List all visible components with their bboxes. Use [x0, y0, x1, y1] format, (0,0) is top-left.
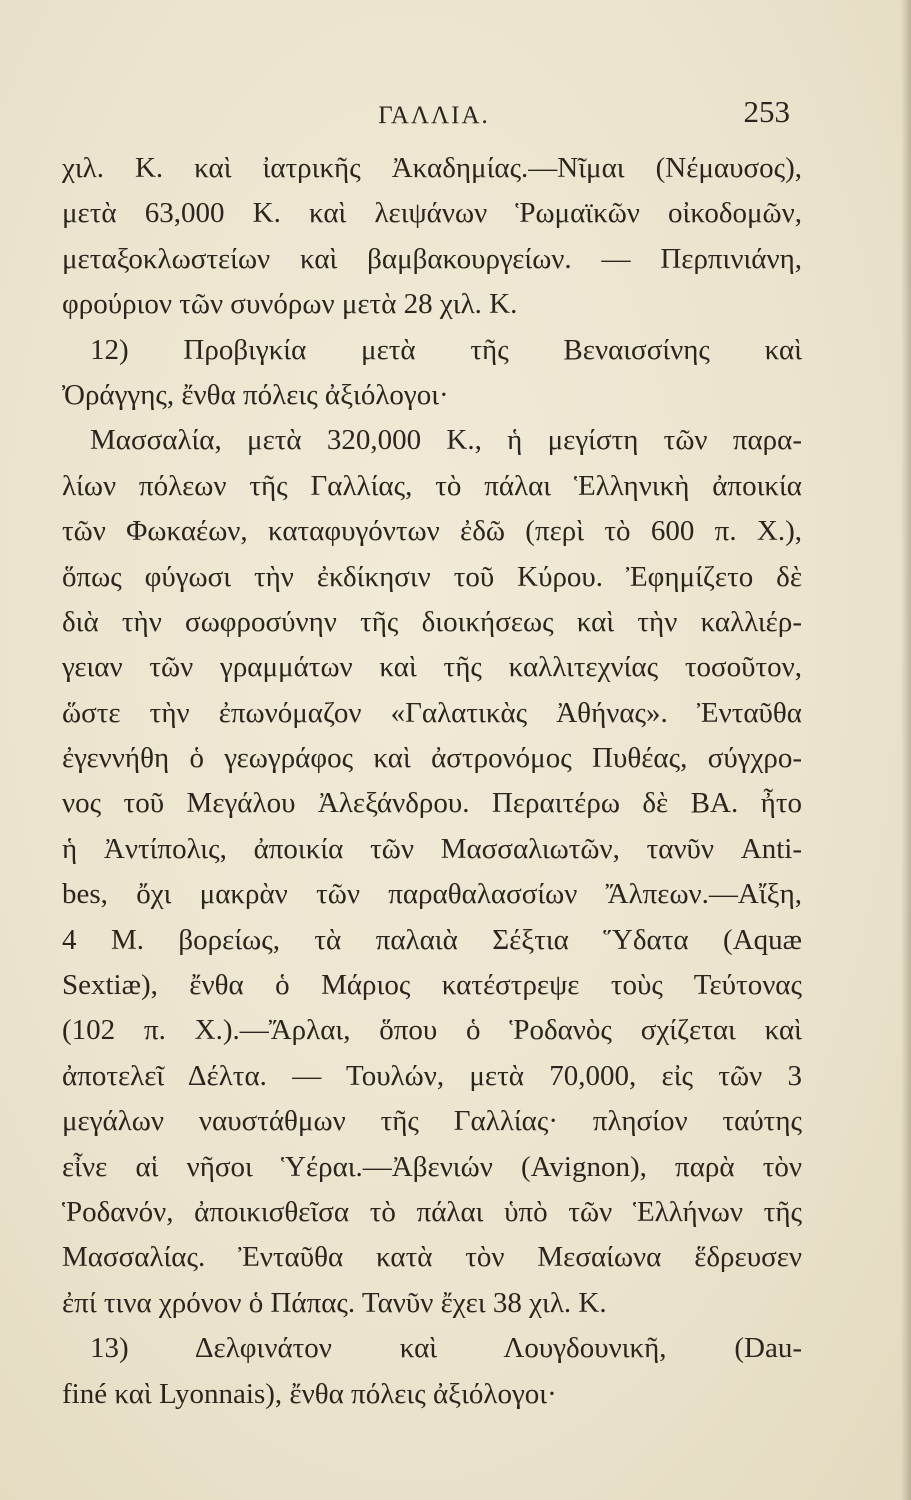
text-line-9: τῶν Φωκαέων, καταφυγόντων ἐδῶ (περὶ τὸ 600 π. Χ.),	[62, 515, 802, 548]
page-number: 253	[743, 94, 790, 129]
text-line-2: μετὰ 63,000 Κ. καὶ λειψάνων Ῥωμαϊκῶν οἰκοδομῶν,	[62, 197, 802, 230]
body-text	[62, 146, 802, 1417]
text-line-23: εἶνε αἱ νῆσοι Ὑέραι.—Ἀβενιών (Avignon), παρὰ τὸν	[62, 1150, 802, 1183]
text-line-25: Μασσαλίας. Ἐνταῦθα κατὰ τὸν Μεσαίωνα ἕδρευσεν	[62, 1241, 802, 1274]
text-line-5: 12) Προβιγκία μετὰ τῆς Βεναισσίνης καὶ	[90, 333, 802, 366]
text-line-7: Μασσαλία, μετὰ 320,000 Κ., ἡ μεγίστη τῶν παρα-	[90, 424, 802, 457]
text-line-13: ὥστε τὴν ἐπωνόμαζον «Γαλατικὰς Ἀθήνας». Ἐνταῦθα	[62, 696, 802, 729]
text-line-6: Ὀράγγης, ἔνθα πόλεις ἀξιόλογοι·	[62, 378, 449, 411]
text-line-12: γειαν τῶν γραμμάτων καὶ τῆς καλλιτεχνίας τοσοῦτον,	[62, 651, 802, 684]
text-line-17: bes, ὄχι μακρὰν τῶν παραθαλασσίων Ἄλπεων.—Αἴξη,	[62, 878, 802, 911]
text-line-27: 13) Δελφινάτον καὶ Λουγδουνικῆ, (Dau-	[90, 1332, 802, 1365]
text-line-16: ἡ Ἀντίπολις, ἀποικία τῶν Μασσαλιωτῶν, τανῦν Anti-	[62, 832, 802, 865]
page-edge-shadow	[901, 0, 911, 1500]
text-line-19: Sextiæ), ἔνθα ὁ Μάριος κατέστρεψε τοὺς Τεύτονας	[62, 969, 802, 1002]
text-line-18: 4 Μ. βορείως, τὰ παλαιὰ Σέξτια Ὕδατα (Aquæ	[62, 923, 802, 956]
text-line-14: ἐγεννήθη ὁ γεωγράφος καὶ ἀστρονόμος Πυθέας, σύγχρο-	[62, 742, 802, 775]
text-line-11: διὰ τὴν σωφροσύνην τῆς διοικήσεως καὶ τὴν καλλιέρ-	[62, 605, 802, 638]
running-title: ΓΑΛΛΙΑ.	[378, 102, 490, 129]
text-line-1: χιλ. Κ. καὶ ἰατρικῆς Ἀκαδημίας.—Νῖμαι (Νέμαυσος),	[62, 152, 802, 184]
text-line-4: φρούριον τῶν συνόρων μετὰ 28 χιλ. Κ.	[62, 288, 518, 321]
text-line-3: μεταξοκλωστείων καὶ βαμβακουργείων. — Περπινιάνη,	[62, 242, 802, 275]
page-header	[70, 94, 798, 134]
text-line-22: μεγάλων ναυστάθμων τῆς Γαλλίας· πλησίον ταύτης	[62, 1105, 802, 1138]
text-line-26: ἐπί τινα χρόνον ὁ Πάπας. Τανῦν ἔχει 38 χιλ. Κ.	[62, 1286, 607, 1319]
text-line-8: λίων πόλεων τῆς Γαλλίας, τὸ πάλαι Ἑλληνικὴ ἀποικία	[62, 469, 802, 502]
text-line-21: ἀποτελεῖ Δέλτα. — Τουλών, μετὰ 70,000, εἰς τῶν 3	[62, 1059, 802, 1092]
text-line-15: νος τοῦ Μεγάλου Ἀλεξάνδρου. Περαιτέρω δὲ ΒΑ. ἦτο	[62, 787, 802, 820]
text-line-10: ὅπως φύγωσι τὴν ἐκδίκησιν τοῦ Κύρου. Ἐφημίζετο δὲ	[62, 560, 802, 593]
text-line-20: (102 π. Χ.).—Ἄρλαι, ὅπου ὁ Ῥοδανὸς σχίζεται καὶ	[62, 1014, 802, 1047]
text-line-24: Ῥοδανόν, ἀποικισθεῖσα τὸ πάλαι ὑπὸ τῶν Ἑλλήνων τῆς	[62, 1195, 802, 1228]
text-line-28: finé καὶ Lyonnais), ἔνθα πόλεις ἀξιόλογοι·	[62, 1377, 557, 1410]
